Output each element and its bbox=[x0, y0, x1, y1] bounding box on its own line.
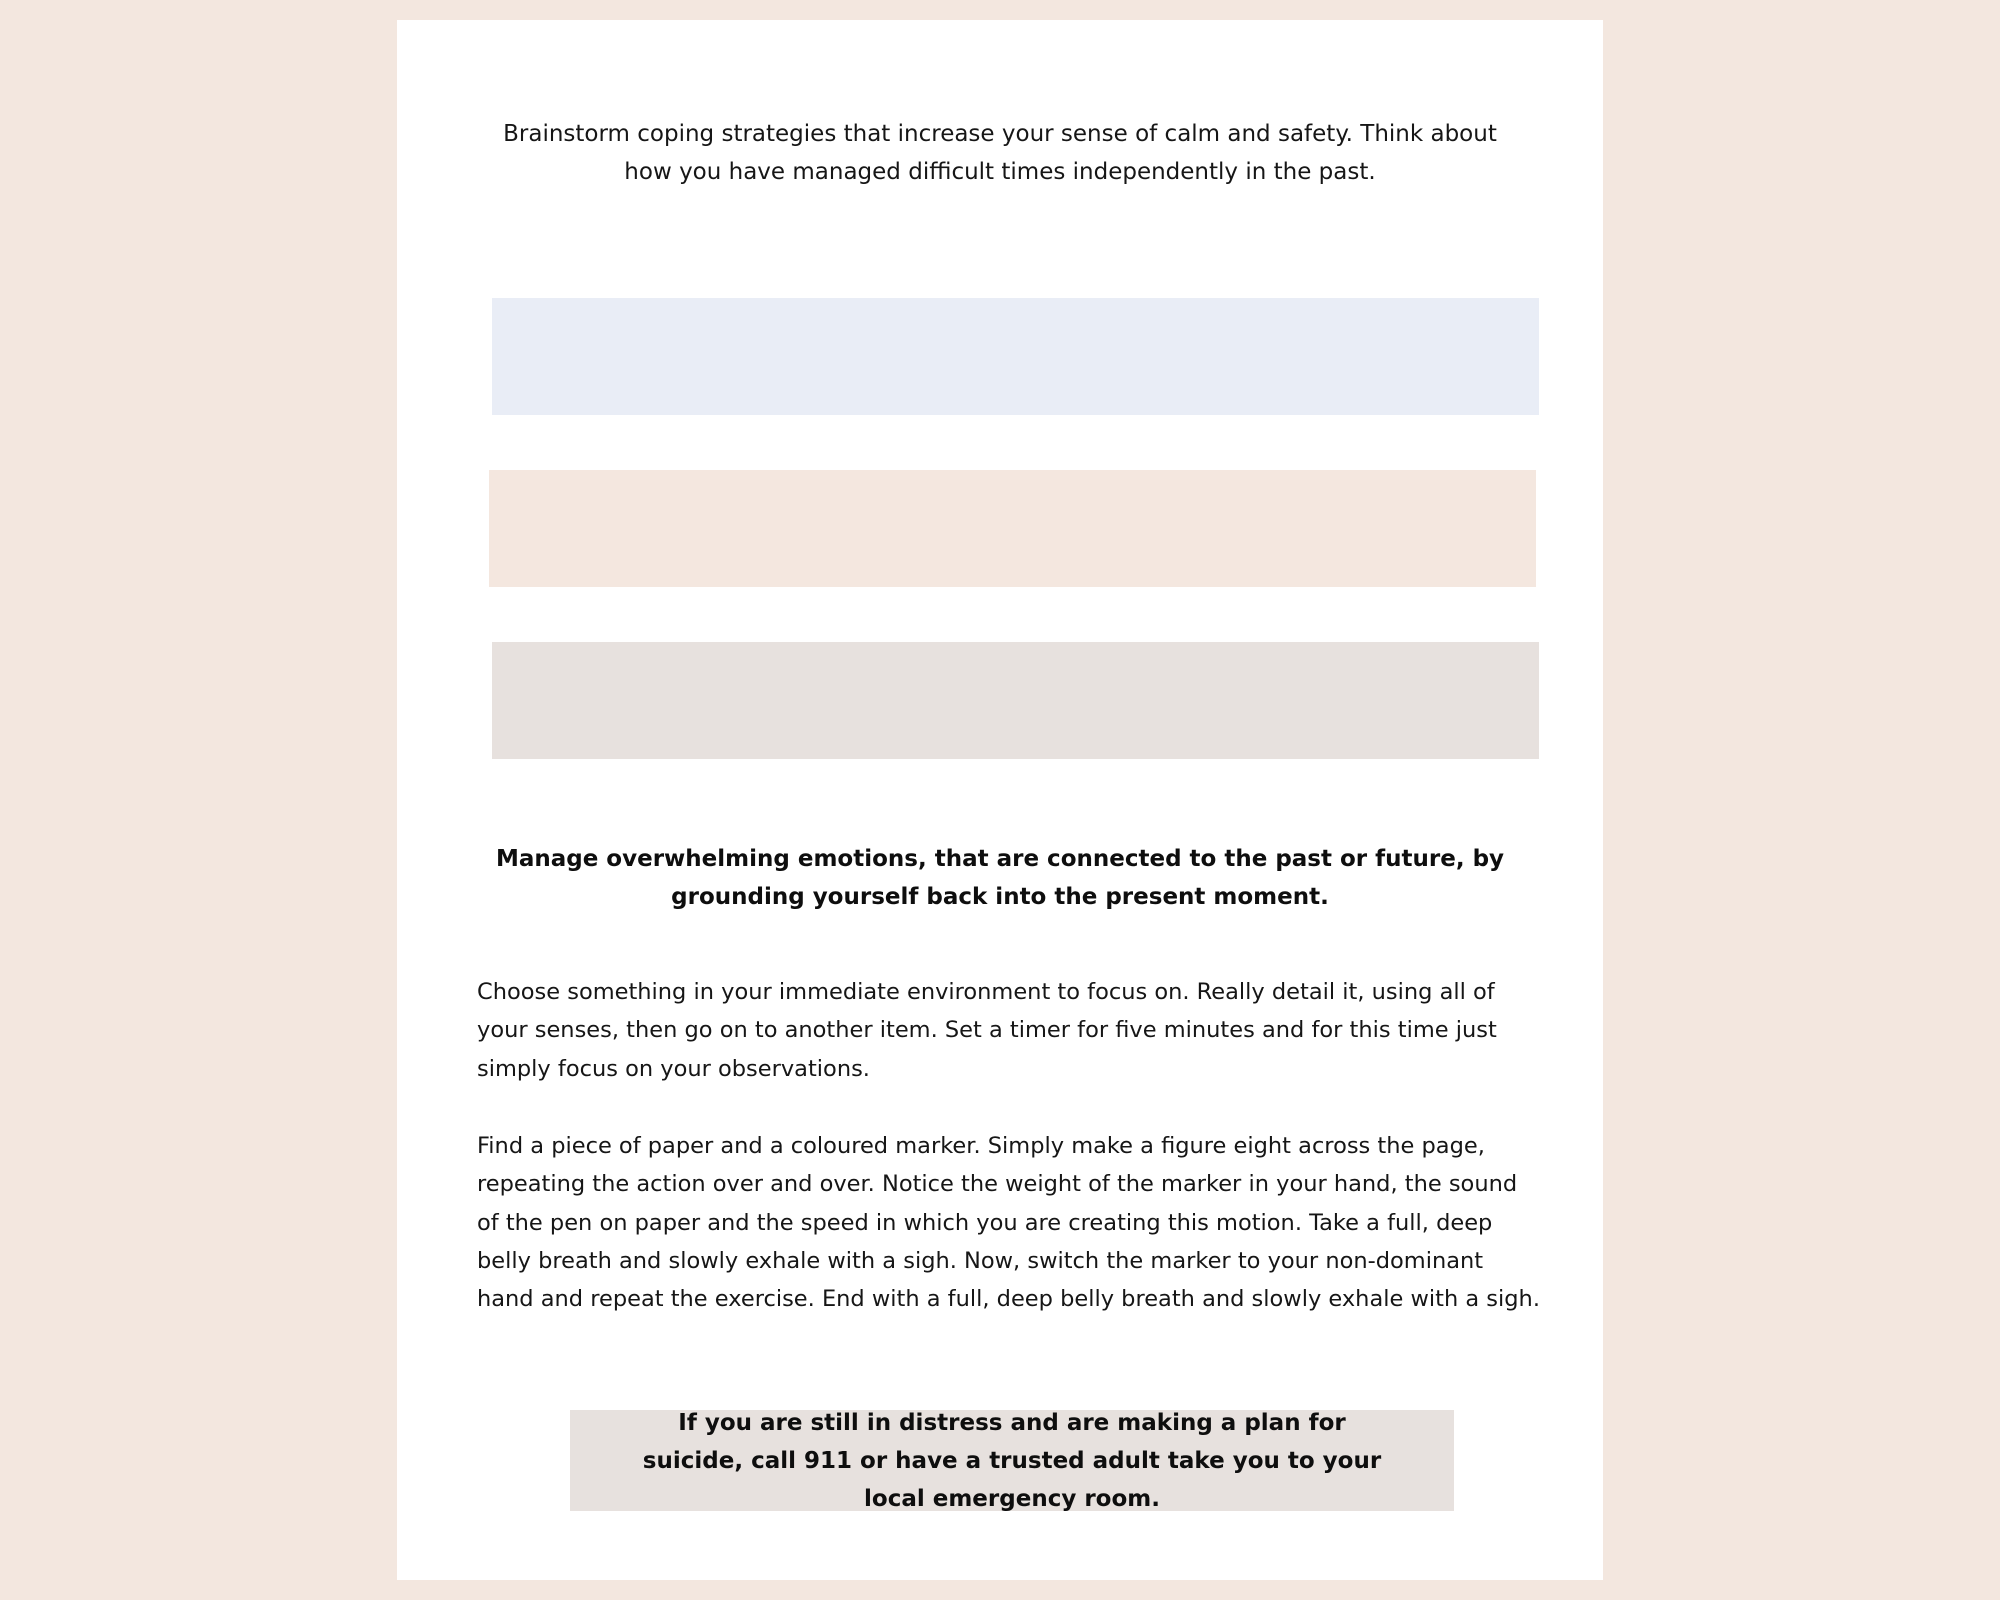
intro-text: Brainstorm coping strategies that increase your sense of calm and safety. Think about how you have managed difficult times independently in the past. bbox=[503, 121, 1497, 185]
emergency-callout bbox=[570, 1410, 1454, 1511]
worksheet-page bbox=[397, 20, 1603, 1580]
strategy-box-1[interactable] bbox=[492, 298, 1539, 415]
grounding-heading: Manage overwhelming emotions, that are connected to the past or future, by grounding yourself back into the present moment. bbox=[495, 846, 1505, 910]
strategy-box-2[interactable] bbox=[489, 470, 1536, 587]
grounding-paragraph-2: Find a piece of paper and a coloured marker. Simply make a figure eight across the page, repeating the action over and over. Notice the weight of the marker in your hand, the sound of the pen on paper and the speed in which you are creating this motion. Take a full, deep belly breath and slowly exhale with a sigh. Now, switch the marker to your non-dominant hand and repeat the exercise. End with a full, deep belly breath and slowly exhale with a sigh. bbox=[477, 1133, 1540, 1313]
strategy-box-3[interactable] bbox=[492, 642, 1539, 759]
emergency-text: If you are still in distress and are making a plan for suicide, call 911 or have a trusted adult take you to your local emergency room. bbox=[642, 1409, 1382, 1512]
grounding-paragraph-1: Choose something in your immediate environment to focus on. Really detail it, using all of your senses, then go on to another item. Set a timer for five minutes and for this time just simply focus on your observations. bbox=[477, 979, 1497, 1082]
